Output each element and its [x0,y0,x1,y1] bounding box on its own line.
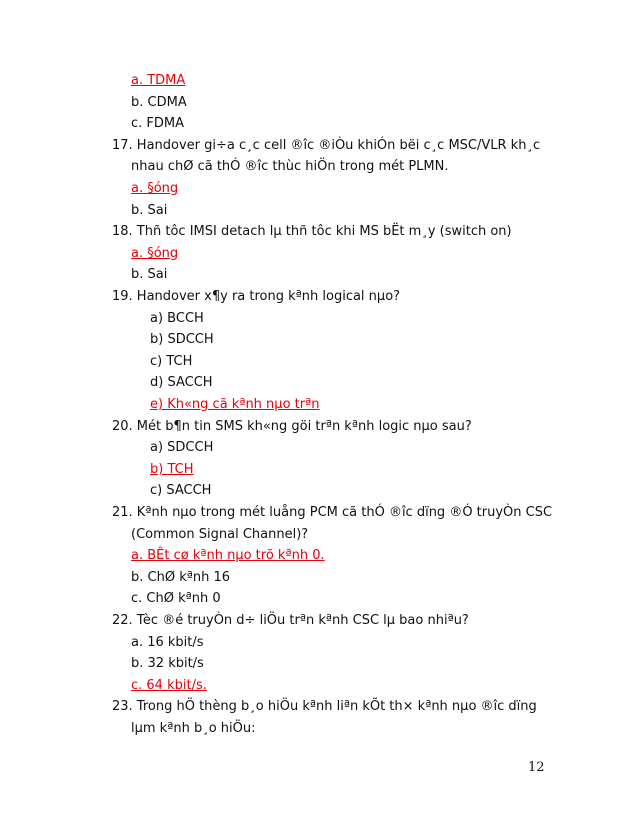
document-line: a. §óng [131,245,179,261]
page-number: 12 [528,760,545,775]
document-line: b) SDCCH [150,332,214,348]
document-line: d) SACCH [150,375,213,391]
document-line: 21. Kªnh nµo trong mét luång PCM cã thÓ ®îc dïng ®Ó truyÒn CSC [112,505,553,520]
document-line: c) TCH [150,353,193,369]
document-line: 17. Handover gi÷a c¸c cell ®îc ®iÒu khiÓn bëi c¸c MSC/VLR kh¸c [112,137,541,153]
document-line: c) SACCH [150,483,212,499]
document-line: nhau chØ cã thÓ ®îc thùc hiÖn trong mét PLMN. [131,159,449,175]
document-line: (Common Signal Channel)? [131,526,309,542]
document-line: b) TCH [150,461,194,477]
document-line: b. Sai [131,202,168,218]
document-line: a) SDCCH [150,440,214,456]
document-line: a. BÊt cø kªnh nµo trõ kªnh 0. [131,548,325,564]
document-line: a. TDMA [131,73,186,88]
document-line: lµm kªnh b¸o hiÖu: [131,721,256,736]
document-line: c. FDMA [131,116,185,132]
document-line: c. 64 kbit/s. [131,677,207,693]
document-line: e) Kh«ng cã kªnh nµo trªn [150,397,320,412]
document-line: a. §óng [131,181,179,196]
document-line: a) BCCH [150,310,204,326]
document-line: b. 32 kbit/s [131,656,204,672]
document-line: c. ChØ kªnh 0 [131,591,221,607]
document-line: 22. Tèc ®é truyÒn d÷ liÖu trªn kªnh CSC lµ bao nhiªu? [112,613,469,628]
document-line: 19. Handover x¶y ra trong kªnh logical nµo? [112,289,401,304]
document-line: 23. Trong hÖ thèng b¸o hiÖu kªnh liªn kÕt th× kªnh nµo ®îc dïng [112,699,537,715]
document-line: b. ChØ kªnh 16 [131,569,231,585]
document-line: a. 16 kbit/s [131,634,204,650]
document-line: b. CDMA [131,94,187,110]
document-line: 18. Thñ tôc IMSI detach lµ thñ tôc khi MS bËt m¸y (switch on) [112,224,512,240]
document-line: 20. Mét b¶n tin SMS kh«ng göi trªn kªnh logic nµo sau? [112,418,472,434]
document-line: b. Sai [131,267,168,283]
